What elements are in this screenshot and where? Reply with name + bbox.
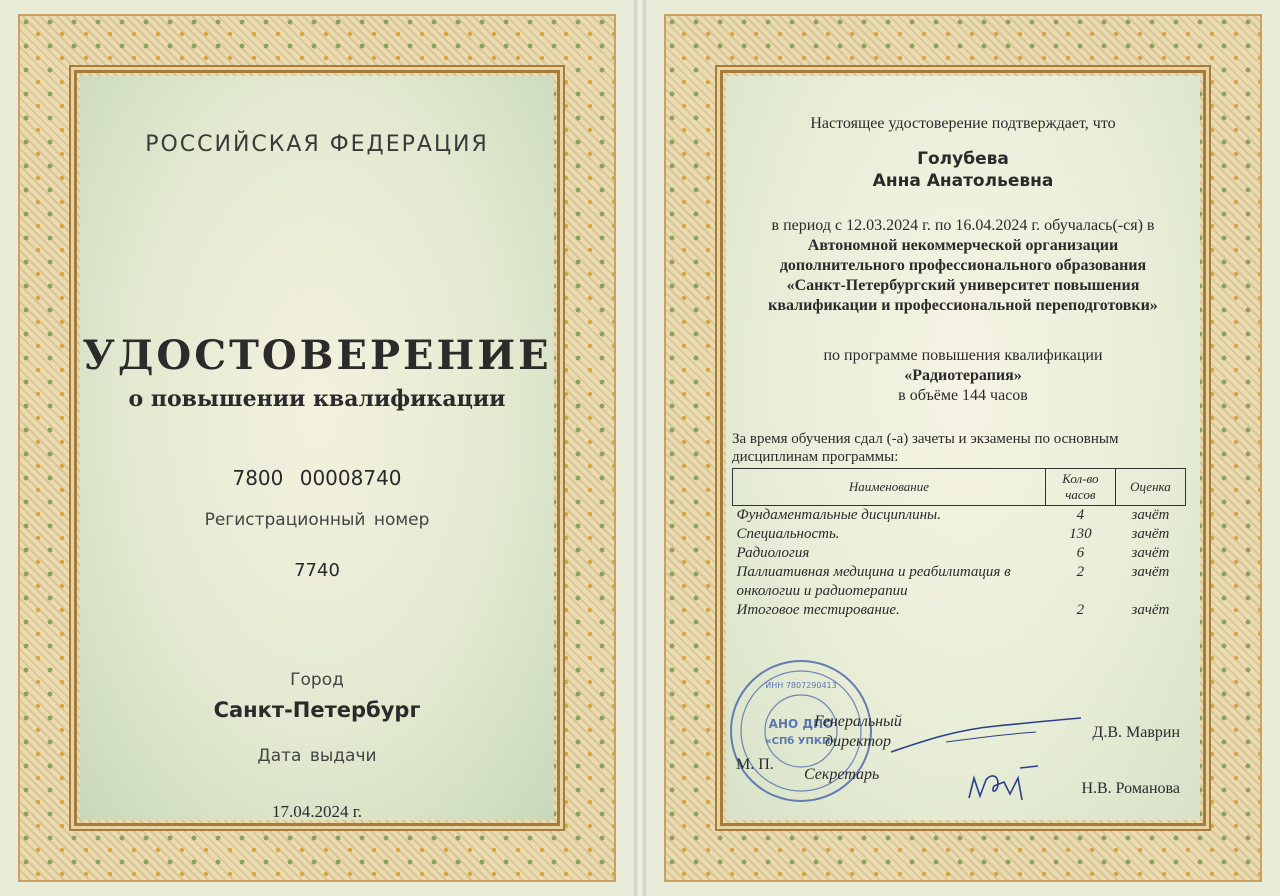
discipline-grade: зачёт xyxy=(1131,564,1170,580)
left-page xyxy=(0,0,634,896)
registration-number: 7740 xyxy=(294,560,340,581)
discipline-hours: 130 xyxy=(1069,526,1092,542)
registration-label: Регистрационный номер xyxy=(204,510,430,530)
city-label: Город xyxy=(290,670,344,690)
country-name: РОССИЙСКАЯ ФЕДЕРАЦИЯ xyxy=(145,132,489,157)
table-row xyxy=(733,525,1186,544)
org-line: дополнительного профессионального образования xyxy=(779,257,1147,274)
table-header-row xyxy=(733,469,1186,506)
stamp-line-1: АНО ДПО xyxy=(768,717,834,731)
stamp-place-label: М. П. xyxy=(736,756,774,773)
right-page xyxy=(646,0,1280,896)
signature-2 xyxy=(964,760,1044,810)
table-row xyxy=(733,544,1186,563)
disciplines-table xyxy=(732,468,1186,620)
table-row xyxy=(733,601,1186,620)
discipline-name: Итоговое тестирование. xyxy=(736,602,900,618)
ornamental-border xyxy=(18,14,616,882)
holder-given-names: Анна Анатольевна xyxy=(872,171,1054,191)
holder-name xyxy=(726,148,1200,192)
column-header-name: Наименование xyxy=(733,469,1046,506)
document-title: УДОСТОВЕРЕНИЕ xyxy=(82,332,552,379)
discipline-grade: зачёт xyxy=(1131,526,1170,542)
program-label: по программе повышения квалификации xyxy=(823,347,1103,364)
issue-date-label: Дата выдачи xyxy=(257,746,377,766)
exams-text-line: дисциплинам программы: xyxy=(732,449,899,465)
discipline-grade: зачёт xyxy=(1131,602,1170,618)
discipline-name: Радиология xyxy=(736,545,810,561)
discipline-name: Специальность. xyxy=(736,526,840,542)
issue-date: 17.04.2024 г. xyxy=(271,802,363,821)
discipline-hours: 6 xyxy=(1076,545,1085,561)
org-line: квалификации и профессиональной переподготовки» xyxy=(768,297,1158,314)
signatory-1-role: Генеральный директор xyxy=(814,713,902,750)
page-gutter xyxy=(634,0,646,896)
discipline-grade: зачёт xyxy=(1131,507,1170,523)
discipline-name: Паллиативная медицина и реабилитация в онкологии и радиотерапии xyxy=(736,564,1011,599)
serial-number: 7800 00008740 xyxy=(232,466,402,490)
column-header-hours: Кол-во часов xyxy=(1045,469,1115,506)
discipline-name: Фундаментальные дисциплины. xyxy=(736,507,941,523)
stamp-inn: ИНН 7807290413 xyxy=(765,681,837,690)
exams-intro xyxy=(732,430,1194,466)
signatory-2-role: Секретарь xyxy=(804,766,880,783)
ornamental-border xyxy=(664,14,1262,882)
column-header-grade: Оценка xyxy=(1115,469,1185,506)
discipline-hours: 2 xyxy=(1076,564,1085,580)
org-line: Автономной некоммерческой организации xyxy=(807,237,1119,254)
holder-surname: Голубева xyxy=(917,149,1009,169)
table-row xyxy=(733,563,1186,601)
table-row xyxy=(733,506,1186,526)
right-page-field xyxy=(726,76,1200,820)
program-hours: в объёме 144 часов xyxy=(898,387,1028,404)
document-subtitle: о повышении квалификации xyxy=(128,386,506,412)
org-line: «Санкт-Петербургский университет повышения xyxy=(786,277,1140,294)
signatory-2-name: Н.В. Романова xyxy=(1081,780,1180,797)
intro-text: Настоящее удостоверение подтверждает, что xyxy=(810,115,1116,132)
organization-name xyxy=(726,236,1200,316)
discipline-grade: зачёт xyxy=(1131,545,1170,561)
discipline-hours: 4 xyxy=(1076,507,1085,523)
program-name: «Радиотерапия» xyxy=(904,367,1022,384)
study-period: в период с 12.03.2024 г. по 16.04.2024 г. обучалась(-ся) в xyxy=(771,217,1155,234)
discipline-hours: 2 xyxy=(1076,602,1085,618)
signature-1 xyxy=(886,712,1086,762)
stamp-line-2: «СПб УПКП» xyxy=(765,736,837,747)
city-value: Санкт-Петербург xyxy=(213,698,421,722)
exams-text-line: За время обучения сдал (-а) зачеты и экзамены по основным xyxy=(732,431,1119,447)
left-page-field xyxy=(80,76,554,820)
signatory-1-name: Д.В. Маврин xyxy=(1092,724,1180,741)
